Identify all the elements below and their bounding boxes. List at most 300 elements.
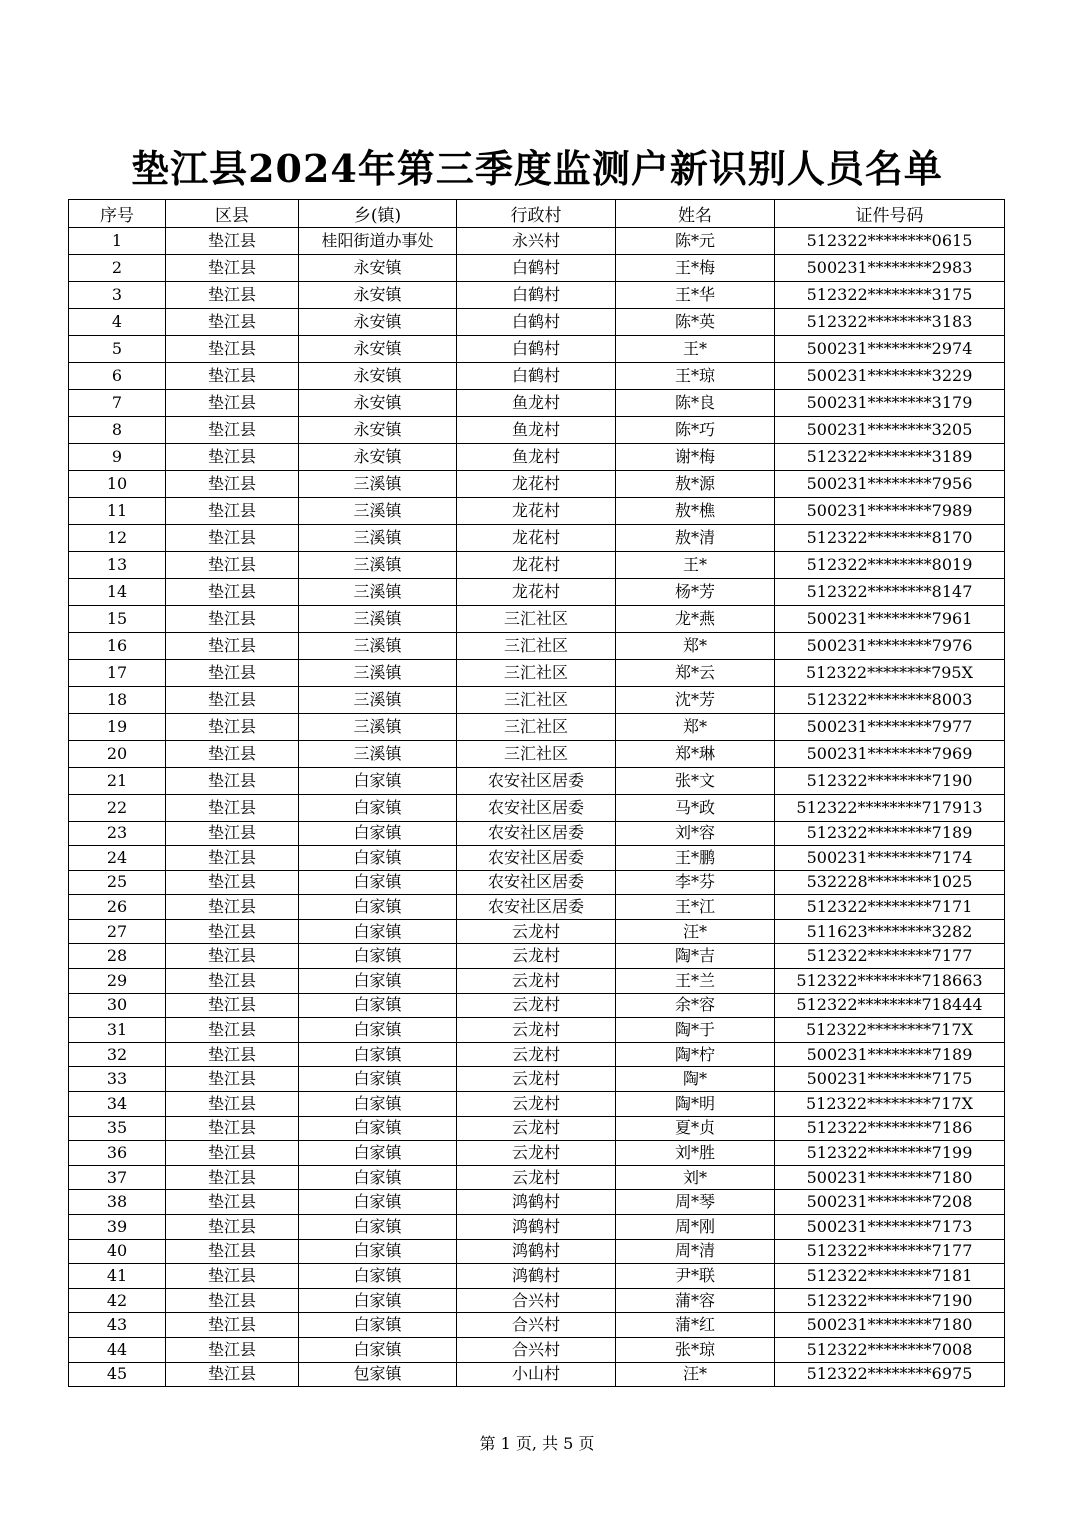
row-town: 桂阳街道办事处 [299, 228, 457, 255]
row-person-name: 杨*芳 [616, 579, 775, 606]
row-county: 垫江县 [166, 390, 299, 417]
row-county: 垫江县 [166, 1116, 299, 1141]
row-county: 垫江县 [166, 606, 299, 633]
table-row [69, 1141, 1005, 1166]
row-town: 永安镇 [299, 390, 457, 417]
row-id-number: 512322********7177 [775, 944, 1005, 969]
row-village: 龙花村 [457, 579, 616, 606]
row-county: 垫江县 [166, 969, 299, 994]
row-person-name: 陶*吉 [616, 944, 775, 969]
table-row [69, 919, 1005, 944]
row-county: 垫江县 [166, 1215, 299, 1240]
row-index: 24 [69, 846, 166, 871]
row-person-name: 王*兰 [616, 969, 775, 994]
row-person-name: 王*鹏 [616, 846, 775, 871]
table-row [69, 444, 1005, 471]
row-village: 云龙村 [457, 919, 616, 944]
table-row [69, 768, 1005, 795]
row-id-number: 500231********2983 [775, 255, 1005, 282]
row-index: 4 [69, 309, 166, 336]
row-village: 云龙村 [457, 1018, 616, 1043]
table-row [69, 309, 1005, 336]
row-index: 13 [69, 552, 166, 579]
table-row [69, 944, 1005, 969]
row-town: 白家镇 [299, 1288, 457, 1313]
row-person-name: 陈*英 [616, 309, 775, 336]
table-row [69, 1239, 1005, 1264]
row-index: 44 [69, 1337, 166, 1362]
row-id-number: 512322********8170 [775, 525, 1005, 552]
row-index: 5 [69, 336, 166, 363]
table-row [69, 1215, 1005, 1240]
row-village: 鱼龙村 [457, 417, 616, 444]
table-row [69, 1313, 1005, 1338]
table-row [69, 1362, 1005, 1387]
row-person-name: 余*容 [616, 993, 775, 1018]
row-id-number: 512322********7190 [775, 1288, 1005, 1313]
row-town: 白家镇 [299, 1190, 457, 1215]
table-row [69, 363, 1005, 390]
row-id-number: 511623********3282 [775, 919, 1005, 944]
row-county: 垫江县 [166, 768, 299, 795]
row-village: 鸿鹤村 [457, 1264, 616, 1289]
row-town: 白家镇 [299, 993, 457, 1018]
row-town: 永安镇 [299, 255, 457, 282]
row-id-number: 512322********717X [775, 1018, 1005, 1043]
row-village: 三汇社区 [457, 714, 616, 741]
row-village: 龙花村 [457, 471, 616, 498]
row-index: 10 [69, 471, 166, 498]
row-id-number: 500231********2974 [775, 336, 1005, 363]
row-id-number: 512322********6975 [775, 1362, 1005, 1387]
row-index: 33 [69, 1067, 166, 1092]
row-index: 19 [69, 714, 166, 741]
row-person-name: 张*文 [616, 768, 775, 795]
row-village: 云龙村 [457, 1067, 616, 1092]
row-town: 永安镇 [299, 363, 457, 390]
row-village: 合兴村 [457, 1288, 616, 1313]
row-index: 22 [69, 795, 166, 822]
row-village: 三汇社区 [457, 741, 616, 768]
row-index: 40 [69, 1239, 166, 1264]
table-row [69, 633, 1005, 660]
row-town: 白家镇 [299, 1042, 457, 1067]
row-town: 白家镇 [299, 768, 457, 795]
row-person-name: 夏*贞 [616, 1116, 775, 1141]
table-row [69, 846, 1005, 871]
row-id-number: 500231********7180 [775, 1313, 1005, 1338]
row-person-name: 敖*清 [616, 525, 775, 552]
row-county: 垫江县 [166, 687, 299, 714]
row-town: 永安镇 [299, 282, 457, 309]
row-person-name: 王*江 [616, 895, 775, 920]
row-id-number: 500231********7961 [775, 606, 1005, 633]
header-village: 行政村 [457, 200, 616, 228]
row-county: 垫江县 [166, 1165, 299, 1190]
row-county: 垫江县 [166, 1288, 299, 1313]
table-row [69, 687, 1005, 714]
row-index: 2 [69, 255, 166, 282]
row-person-name: 龙*燕 [616, 606, 775, 633]
row-county: 垫江县 [166, 714, 299, 741]
row-town: 白家镇 [299, 795, 457, 822]
row-person-name: 刘*胜 [616, 1141, 775, 1166]
row-id-number: 500231********3205 [775, 417, 1005, 444]
row-id-number: 512322********7181 [775, 1264, 1005, 1289]
row-town: 白家镇 [299, 1018, 457, 1043]
row-county: 垫江县 [166, 993, 299, 1018]
row-index: 35 [69, 1116, 166, 1141]
row-index: 29 [69, 969, 166, 994]
row-county: 垫江县 [166, 1239, 299, 1264]
table-row [69, 821, 1005, 846]
row-county: 垫江县 [166, 444, 299, 471]
row-town: 三溪镇 [299, 525, 457, 552]
row-person-name: 陈*元 [616, 228, 775, 255]
row-index: 17 [69, 660, 166, 687]
row-county: 垫江县 [166, 363, 299, 390]
row-county: 垫江县 [166, 282, 299, 309]
table-row [69, 1067, 1005, 1092]
row-index: 41 [69, 1264, 166, 1289]
row-person-name: 刘* [616, 1165, 775, 1190]
row-person-name: 尹*联 [616, 1264, 775, 1289]
table-row [69, 417, 1005, 444]
row-person-name: 陶* [616, 1067, 775, 1092]
table-row [69, 741, 1005, 768]
row-index: 36 [69, 1141, 166, 1166]
row-index: 3 [69, 282, 166, 309]
row-village: 农安社区居委 [457, 870, 616, 895]
row-county: 垫江县 [166, 846, 299, 871]
row-town: 包家镇 [299, 1362, 457, 1387]
row-index: 18 [69, 687, 166, 714]
row-id-number: 512322********7177 [775, 1239, 1005, 1264]
row-id-number: 500231********7180 [775, 1165, 1005, 1190]
row-town: 永安镇 [299, 309, 457, 336]
row-index: 20 [69, 741, 166, 768]
row-village: 龙花村 [457, 552, 616, 579]
row-id-number: 512322********7190 [775, 768, 1005, 795]
table-header-row [69, 200, 1005, 228]
row-id-number: 512322********718663 [775, 969, 1005, 994]
row-person-name: 王*琼 [616, 363, 775, 390]
row-person-name: 蒲*红 [616, 1313, 775, 1338]
row-index: 15 [69, 606, 166, 633]
row-county: 垫江县 [166, 919, 299, 944]
row-county: 垫江县 [166, 417, 299, 444]
page-footer: 第 1 页, 共 5 页 [479, 1434, 595, 1453]
row-town: 白家镇 [299, 944, 457, 969]
table-row [69, 870, 1005, 895]
row-county: 垫江县 [166, 471, 299, 498]
row-id-number: 500231********3179 [775, 390, 1005, 417]
row-id-number: 512322********3175 [775, 282, 1005, 309]
row-index: 42 [69, 1288, 166, 1313]
table-row [69, 498, 1005, 525]
header-index: 序号 [69, 200, 166, 228]
row-village: 云龙村 [457, 944, 616, 969]
row-id-number: 500231********7174 [775, 846, 1005, 871]
row-village: 鱼龙村 [457, 444, 616, 471]
row-county: 垫江县 [166, 255, 299, 282]
table-row [69, 1264, 1005, 1289]
row-id-number: 500231********3229 [775, 363, 1005, 390]
table-row [69, 969, 1005, 994]
row-index: 8 [69, 417, 166, 444]
roster-table [68, 199, 1005, 1387]
row-person-name: 敖*樵 [616, 498, 775, 525]
row-person-name: 郑* [616, 714, 775, 741]
row-person-name: 郑*云 [616, 660, 775, 687]
row-person-name: 陶*明 [616, 1092, 775, 1117]
table-row [69, 1288, 1005, 1313]
table-row [69, 993, 1005, 1018]
row-index: 25 [69, 870, 166, 895]
row-town: 白家镇 [299, 1165, 457, 1190]
row-county: 垫江县 [166, 1067, 299, 1092]
row-town: 三溪镇 [299, 498, 457, 525]
row-village: 鸿鹤村 [457, 1239, 616, 1264]
row-id-number: 512322********3189 [775, 444, 1005, 471]
row-town: 白家镇 [299, 895, 457, 920]
header-town: 乡(镇) [299, 200, 457, 228]
row-id-number: 512322********7189 [775, 821, 1005, 846]
row-person-name: 汪* [616, 919, 775, 944]
row-village: 龙花村 [457, 498, 616, 525]
row-county: 垫江县 [166, 552, 299, 579]
row-index: 23 [69, 821, 166, 846]
row-town: 白家镇 [299, 846, 457, 871]
row-village: 三汇社区 [457, 687, 616, 714]
row-county: 垫江县 [166, 579, 299, 606]
row-village: 三汇社区 [457, 660, 616, 687]
table-row [69, 606, 1005, 633]
row-village: 农安社区居委 [457, 821, 616, 846]
table-row [69, 471, 1005, 498]
row-county: 垫江县 [166, 1313, 299, 1338]
row-town: 白家镇 [299, 1067, 457, 1092]
row-county: 垫江县 [166, 633, 299, 660]
row-village: 云龙村 [457, 1092, 616, 1117]
row-index: 32 [69, 1042, 166, 1067]
row-village: 云龙村 [457, 1141, 616, 1166]
table-row [69, 228, 1005, 255]
row-village: 合兴村 [457, 1313, 616, 1338]
table-row [69, 714, 1005, 741]
row-id-number: 512322********7171 [775, 895, 1005, 920]
row-village: 鸿鹤村 [457, 1215, 616, 1240]
row-village: 龙花村 [457, 525, 616, 552]
row-person-name: 敖*源 [616, 471, 775, 498]
row-town: 三溪镇 [299, 606, 457, 633]
row-id-number: 512322********717X [775, 1092, 1005, 1117]
row-index: 31 [69, 1018, 166, 1043]
row-id-number: 512322********717913 [775, 795, 1005, 822]
row-town: 三溪镇 [299, 687, 457, 714]
row-person-name: 王*华 [616, 282, 775, 309]
row-town: 白家镇 [299, 821, 457, 846]
row-person-name: 张*琼 [616, 1337, 775, 1362]
row-person-name: 马*政 [616, 795, 775, 822]
row-index: 30 [69, 993, 166, 1018]
row-county: 垫江县 [166, 336, 299, 363]
row-village: 农安社区居委 [457, 768, 616, 795]
table-row [69, 1190, 1005, 1215]
row-town: 白家镇 [299, 919, 457, 944]
row-index: 38 [69, 1190, 166, 1215]
row-id-number: 512322********718444 [775, 993, 1005, 1018]
row-town: 白家镇 [299, 1116, 457, 1141]
row-county: 垫江县 [166, 1018, 299, 1043]
row-village: 白鹤村 [457, 309, 616, 336]
row-village: 云龙村 [457, 1116, 616, 1141]
table-row [69, 552, 1005, 579]
row-index: 7 [69, 390, 166, 417]
row-id-number: 500231********7989 [775, 498, 1005, 525]
row-id-number: 500231********7956 [775, 471, 1005, 498]
row-town: 白家镇 [299, 1092, 457, 1117]
row-county: 垫江县 [166, 895, 299, 920]
row-town: 三溪镇 [299, 552, 457, 579]
row-county: 垫江县 [166, 660, 299, 687]
row-index: 34 [69, 1092, 166, 1117]
row-county: 垫江县 [166, 1190, 299, 1215]
row-town: 白家镇 [299, 1313, 457, 1338]
table-row [69, 255, 1005, 282]
header-id-number: 证件号码 [775, 200, 1005, 228]
row-village: 白鹤村 [457, 336, 616, 363]
row-village: 小山村 [457, 1362, 616, 1387]
table-row [69, 282, 1005, 309]
row-person-name: 陶*于 [616, 1018, 775, 1043]
row-village: 云龙村 [457, 969, 616, 994]
table-row [69, 1165, 1005, 1190]
row-person-name: 李*芬 [616, 870, 775, 895]
row-village: 永兴村 [457, 228, 616, 255]
row-person-name: 刘*容 [616, 821, 775, 846]
row-town: 永安镇 [299, 417, 457, 444]
row-id-number: 512322********3183 [775, 309, 1005, 336]
row-village: 鸿鹤村 [457, 1190, 616, 1215]
table-row [69, 1116, 1005, 1141]
row-town: 三溪镇 [299, 633, 457, 660]
row-index: 27 [69, 919, 166, 944]
row-town: 白家镇 [299, 1215, 457, 1240]
row-id-number: 500231********7175 [775, 1067, 1005, 1092]
row-index: 43 [69, 1313, 166, 1338]
row-village: 农安社区居委 [457, 895, 616, 920]
row-town: 三溪镇 [299, 579, 457, 606]
row-person-name: 蒲*容 [616, 1288, 775, 1313]
row-id-number: 500231********7208 [775, 1190, 1005, 1215]
row-village: 云龙村 [457, 1165, 616, 1190]
row-village: 白鹤村 [457, 255, 616, 282]
row-person-name: 周*清 [616, 1239, 775, 1264]
row-village: 农安社区居委 [457, 846, 616, 871]
row-village: 三汇社区 [457, 633, 616, 660]
row-index: 26 [69, 895, 166, 920]
row-town: 白家镇 [299, 1264, 457, 1289]
row-id-number: 500231********7969 [775, 741, 1005, 768]
table-row [69, 579, 1005, 606]
row-person-name: 谢*梅 [616, 444, 775, 471]
row-county: 垫江县 [166, 944, 299, 969]
row-village: 鱼龙村 [457, 390, 616, 417]
row-village: 合兴村 [457, 1337, 616, 1362]
row-id-number: 512322********795X [775, 660, 1005, 687]
row-id-number: 500231********7189 [775, 1042, 1005, 1067]
row-county: 垫江县 [166, 1264, 299, 1289]
row-index: 37 [69, 1165, 166, 1190]
row-person-name: 王* [616, 552, 775, 579]
row-person-name: 陶*柠 [616, 1042, 775, 1067]
row-index: 45 [69, 1362, 166, 1387]
table-row [69, 1092, 1005, 1117]
row-id-number: 512322********8003 [775, 687, 1005, 714]
header-name: 姓名 [616, 200, 775, 228]
table-row [69, 660, 1005, 687]
row-county: 垫江县 [166, 795, 299, 822]
row-village: 云龙村 [457, 1042, 616, 1067]
row-village: 农安社区居委 [457, 795, 616, 822]
row-id-number: 512322********8019 [775, 552, 1005, 579]
row-county: 垫江县 [166, 1362, 299, 1387]
row-person-name: 周*刚 [616, 1215, 775, 1240]
row-county: 垫江县 [166, 309, 299, 336]
row-index: 12 [69, 525, 166, 552]
row-town: 三溪镇 [299, 471, 457, 498]
row-id-number: 512322********7008 [775, 1337, 1005, 1362]
row-county: 垫江县 [166, 1092, 299, 1117]
row-county: 垫江县 [166, 870, 299, 895]
row-county: 垫江县 [166, 525, 299, 552]
row-index: 11 [69, 498, 166, 525]
row-town: 白家镇 [299, 1337, 457, 1362]
row-index: 39 [69, 1215, 166, 1240]
row-person-name: 王*梅 [616, 255, 775, 282]
table-body [69, 228, 1005, 1387]
row-town: 永安镇 [299, 336, 457, 363]
row-town: 三溪镇 [299, 714, 457, 741]
table-row [69, 795, 1005, 822]
row-index: 14 [69, 579, 166, 606]
row-person-name: 郑*琳 [616, 741, 775, 768]
row-town: 三溪镇 [299, 741, 457, 768]
row-person-name: 陈*良 [616, 390, 775, 417]
row-person-name: 王* [616, 336, 775, 363]
row-town: 三溪镇 [299, 660, 457, 687]
row-index: 1 [69, 228, 166, 255]
row-village: 白鹤村 [457, 363, 616, 390]
table-row [69, 895, 1005, 920]
row-id-number: 512322********8147 [775, 579, 1005, 606]
row-index: 21 [69, 768, 166, 795]
row-county: 垫江县 [166, 1337, 299, 1362]
row-person-name: 沈*芳 [616, 687, 775, 714]
document-title: 垫江县2024年第三季度监测户新识别人员名单 [131, 146, 943, 191]
row-county: 垫江县 [166, 498, 299, 525]
row-id-number: 512322********0615 [775, 228, 1005, 255]
row-id-number: 532228********1025 [775, 870, 1005, 895]
row-index: 16 [69, 633, 166, 660]
row-id-number: 500231********7976 [775, 633, 1005, 660]
table-row [69, 1337, 1005, 1362]
row-town: 白家镇 [299, 1141, 457, 1166]
row-county: 垫江县 [166, 741, 299, 768]
row-county: 垫江县 [166, 1042, 299, 1067]
header-county: 区县 [166, 200, 299, 228]
